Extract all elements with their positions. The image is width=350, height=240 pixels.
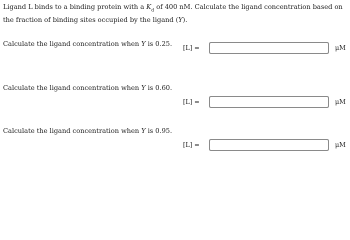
question-1-suffix: is 0.25. bbox=[145, 40, 173, 48]
answer-2-unit: μM bbox=[335, 98, 346, 106]
intro-text-middle: of 400 nM. Calculate the ligand concentration based on the fraction of binding sites occupied by the ligand ( bbox=[3, 3, 343, 24]
answer-1-unit: μM bbox=[335, 44, 346, 52]
answer-3-input[interactable] bbox=[209, 139, 329, 151]
question-2-text bbox=[3, 84, 172, 92]
question-2-prefix: Calculate the ligand concentration when bbox=[3, 84, 142, 92]
question-2-variable: Y bbox=[141, 84, 146, 92]
answer-3-label: [L] = bbox=[183, 141, 200, 149]
question-3-text bbox=[3, 127, 172, 135]
kd-symbol: K bbox=[146, 3, 152, 11]
kd-subscript: d bbox=[151, 8, 155, 14]
question-3-prefix: Calculate the ligand concentration when bbox=[3, 127, 142, 135]
answer-3-unit: μM bbox=[335, 141, 346, 149]
question-3-variable: Y bbox=[141, 127, 146, 135]
intro-text-end: ). bbox=[182, 15, 188, 24]
answer-2-label: [L] = bbox=[183, 98, 200, 106]
answer-2-input[interactable] bbox=[209, 96, 329, 108]
question-2-suffix: is 0.60. bbox=[145, 84, 173, 92]
question-1-variable: Y bbox=[141, 40, 146, 48]
question-1-text bbox=[3, 40, 172, 48]
answer-1-label: [L] = bbox=[183, 44, 200, 52]
y-symbol: Y bbox=[178, 15, 183, 24]
question-3-suffix: is 0.95. bbox=[145, 127, 173, 135]
problem-intro bbox=[3, 3, 343, 25]
intro-text-start: Ligand L binds to a binding protein with a bbox=[3, 3, 147, 11]
question-1-prefix: Calculate the ligand concentration when bbox=[3, 40, 142, 48]
answer-1-input[interactable] bbox=[209, 42, 329, 54]
